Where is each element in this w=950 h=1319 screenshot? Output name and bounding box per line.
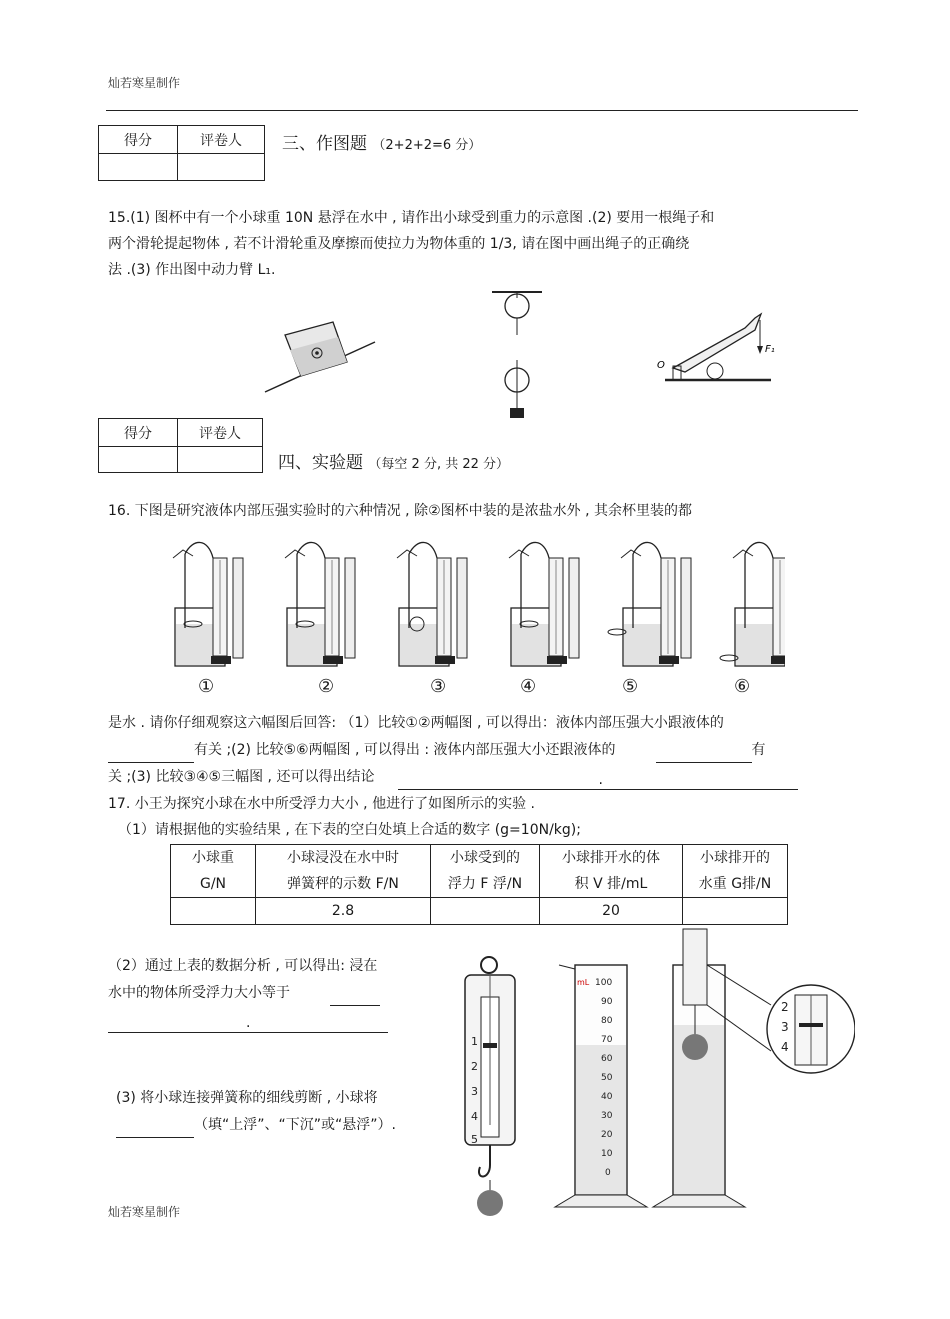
- cell-scale-reading: 2.8: [256, 898, 431, 925]
- q16-intro: 16. 下图是研究液体内部压强实验时的六种情况 , 除②图杯中装的是浓盐水外 , 其余杯里装的都: [108, 503, 692, 519]
- score-label: 得分: [99, 419, 178, 447]
- footer-maker: 灿若寒星制作: [108, 1205, 181, 1219]
- score-cell[interactable]: [99, 154, 178, 181]
- q15-line3: 法 .(3) 作出图中动力臂 L₁.: [108, 262, 276, 278]
- experiment-1: [173, 542, 243, 666]
- cyl-label-0: 0: [605, 1168, 611, 1178]
- cylinder-with-ball: [653, 929, 855, 1207]
- cyl-label-50: 50: [601, 1073, 613, 1083]
- q15-line2: 两个滑轮提起物体 , 若不计滑轮重及摩擦而使拉力为物体重的 1/3, 请在图中画出绳子的正确绕: [108, 236, 690, 252]
- zoom-label-3: 3: [781, 1020, 789, 1034]
- section4-points: （每空 2 分, 共 22 分）: [368, 457, 510, 472]
- q17-intro: 17. 小王为探究小球在水中所受浮力大小 , 他进行了如图所示的实验 .: [108, 796, 535, 812]
- experiment-5: [608, 542, 691, 666]
- cyl-label-40: 40: [601, 1092, 613, 1102]
- grader-label: 评卷人: [178, 126, 265, 154]
- q17-part3a: (3) 将小球连接弹簧称的细线剪断 , 小球将: [116, 1090, 378, 1106]
- measuring-cylinder: [555, 965, 647, 1207]
- spring-label-4: 4: [471, 1110, 478, 1123]
- cell-weight[interactable]: [171, 898, 256, 925]
- zoom-label-2: 2: [781, 1000, 789, 1014]
- spring-label-2: 2: [471, 1060, 478, 1073]
- header-scale-reading: 小球浸没在水中时 弹簧秤的示数 F/N: [256, 845, 431, 898]
- label-2: ②: [318, 676, 335, 697]
- q16-line2: [108, 737, 766, 763]
- label-4: ④: [520, 676, 537, 697]
- cell-volume: 20: [540, 898, 683, 925]
- q17-part1: （1）请根据他的实验结果 , 在下表的空白处填上合适的数字 (g=10N/kg);: [118, 822, 581, 838]
- experiment-6: [720, 542, 785, 666]
- answer-blank-2[interactable]: [656, 746, 752, 763]
- cyl-label-80: 80: [601, 1016, 613, 1026]
- q15-figures: [255, 280, 795, 425]
- experiment-labels: [190, 676, 770, 702]
- cyl-label-30: 30: [601, 1111, 613, 1121]
- score-box-2: [98, 418, 263, 473]
- header-buoyancy: 小球受到的 浮力 F 浮/N: [431, 845, 540, 898]
- label-3: ③: [430, 676, 447, 697]
- label-5: ⑤: [622, 676, 639, 697]
- answer-blank-5[interactable]: .: [108, 1016, 388, 1033]
- cell-buoyancy[interactable]: [431, 898, 540, 925]
- zoom-label-4: 4: [781, 1040, 789, 1054]
- grader-cell[interactable]: [178, 447, 263, 473]
- experiment-4: [509, 542, 579, 666]
- q17-part2b: [108, 980, 380, 1006]
- lever-figure: [657, 314, 775, 380]
- q17-part3b: [116, 1112, 396, 1138]
- cyl-label-100: 100: [595, 978, 613, 988]
- header-volume: 小球排开水的体 积 V 排/mL: [540, 845, 683, 898]
- cyl-unit: mL: [577, 978, 590, 987]
- q16-line1: 是水 . 请你仔细观察这六幅图后回答: （1）比较①②两幅图 , 可以得出：液体内部压强大小跟液体的: [108, 715, 724, 731]
- score-label: 得分: [99, 126, 178, 154]
- q16-line3-text: 关 ;(3) 比较③④⑤三幅图 , 还可以得出结论: [108, 769, 375, 785]
- cyl-label-90: 90: [601, 997, 613, 1007]
- q17-figures: [455, 925, 855, 1225]
- answer-blank-1[interactable]: [108, 746, 194, 763]
- label-1: ①: [198, 676, 215, 697]
- cyl-label-60: 60: [601, 1054, 613, 1064]
- cyl-label-10: 10: [601, 1149, 613, 1159]
- spring-scale: [465, 957, 515, 1216]
- q16-line3: [108, 764, 798, 790]
- section4-heading: [278, 448, 509, 473]
- score-cell[interactable]: [99, 447, 178, 473]
- header-water-weight: 小球排开的 水重 G排/N: [683, 845, 788, 898]
- answer-blank-6[interactable]: [116, 1121, 194, 1138]
- section3-heading: [282, 129, 481, 154]
- experiment-2: [285, 542, 355, 666]
- section4-title: 四、实验题: [278, 453, 363, 473]
- q17-part2b-text: 水中的物体所受浮力大小等于: [108, 985, 290, 1001]
- answer-blank-4[interactable]: [330, 989, 380, 1006]
- cell-water-weight[interactable]: [683, 898, 788, 925]
- header-maker: 灿若寒星制作: [108, 76, 181, 90]
- header-rule: [106, 110, 858, 111]
- spring-label-3: 3: [471, 1085, 478, 1098]
- force-label: F₁: [765, 344, 775, 355]
- q17-data-table: [170, 844, 788, 925]
- q16-line2-end: 有: [751, 742, 766, 758]
- label-6: ⑥: [734, 676, 751, 697]
- pulley-figure: [492, 292, 542, 418]
- answer-blank-3[interactable]: .: [398, 773, 798, 790]
- spring-label-1: 1: [471, 1035, 478, 1048]
- incline-cup-figure: [265, 322, 375, 392]
- grader-cell[interactable]: [178, 154, 265, 181]
- section3-points: （2+2+2=6 分）: [372, 138, 482, 153]
- q17-part2a: （2）通过上表的数据分析 , 可以得出: 浸在: [108, 958, 378, 974]
- score-box-1: [98, 125, 265, 181]
- q17-part3b-text: （填“上浮”、“下沉”或“悬浮”）.: [194, 1117, 396, 1133]
- cyl-label-20: 20: [601, 1130, 613, 1140]
- q17-part2c: [108, 1007, 388, 1033]
- spring-label-5: 5: [471, 1133, 478, 1146]
- section3-title: 三、作图题: [282, 134, 367, 154]
- q16-line2-text: 有关 ;(2) 比较⑤⑥两幅图 , 可以得出 : 液体内部压强大小还跟液体的: [194, 742, 616, 758]
- q15-line1: 15.(1) 图杯中有一个小球重 10N 悬浮在水中 , 请作出小球受到重力的示意图 .(2) 要用一根绳子和: [108, 210, 715, 226]
- pivot-label: O: [657, 360, 665, 371]
- grader-label: 评卷人: [178, 419, 263, 447]
- cyl-label-70: 70: [601, 1035, 613, 1045]
- experiment-3: [397, 542, 467, 666]
- header-weight: 小球重 G/N: [171, 845, 256, 898]
